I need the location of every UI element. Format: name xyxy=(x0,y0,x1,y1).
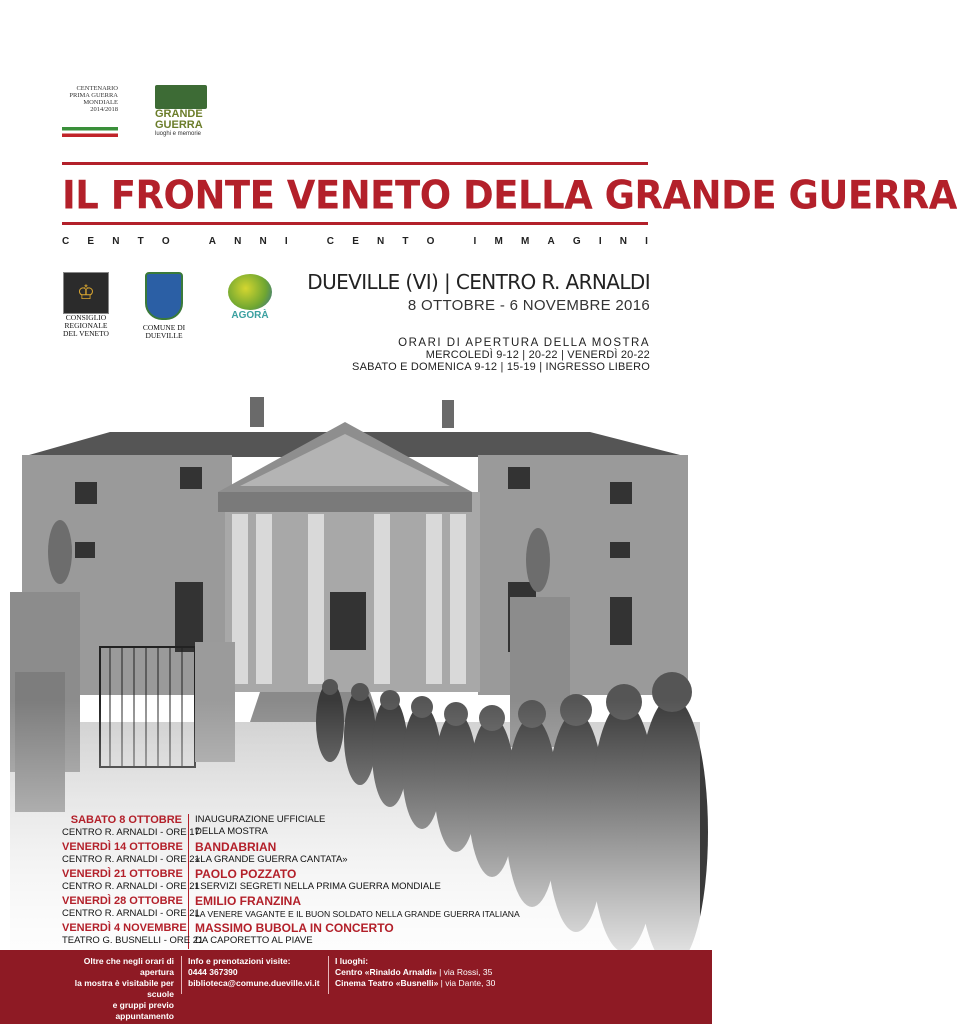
subtitle-letter: C xyxy=(326,236,335,247)
grande-guerra-line2: GUERRA xyxy=(155,119,203,131)
place1-address: via Rossi, 35 xyxy=(443,967,493,977)
event-place: CENTRO R. ARNALDI - ORE 21 xyxy=(62,854,200,865)
agora-logo xyxy=(222,274,278,321)
event-place: CENTRO R. ARNALDI - ORE 21 xyxy=(62,881,200,892)
event-desc: I SERVIZI SEGRETI NELLA PRIMA GUERRA MONDIALE xyxy=(195,881,441,892)
event-date: VENERDÌ 4 NOVEMBRE xyxy=(62,922,187,934)
agora-label: AGORÀ xyxy=(231,310,269,321)
subtitle-letter: O xyxy=(161,236,170,247)
subtitle-letter: N xyxy=(234,236,242,247)
footer-divider xyxy=(181,956,182,994)
grande-guerra-logo xyxy=(155,85,210,140)
event-item xyxy=(62,841,462,868)
subtitle-letter: A xyxy=(208,236,216,247)
subtitle-letter: T xyxy=(402,236,409,247)
event-desc: INAUGURAZIONE UFFICIALE xyxy=(195,814,326,825)
opening-hours xyxy=(352,337,650,373)
subtitle-letter: A xyxy=(547,236,555,247)
event-item xyxy=(62,894,520,922)
places-label: I luoghi: xyxy=(335,956,369,966)
hours-line1: MERCOLEDÌ 9-12 | 20-22 | VENERDÌ 20-22 xyxy=(425,349,650,361)
subtitle-letter: I xyxy=(284,236,288,247)
comune-line: COMUNE DI xyxy=(142,323,186,332)
subtitle-letter xyxy=(453,236,456,247)
consiglio-line: DEL VENETO xyxy=(63,329,109,338)
subtitle-letter: I xyxy=(645,236,648,247)
consiglio-line: REGIONALE xyxy=(64,321,108,330)
centenario-line: CENTENARIO xyxy=(76,85,118,92)
tricolor-stripe xyxy=(62,127,118,137)
subtitle-letter: N xyxy=(619,236,627,247)
footer-places: I luoghi: Centro «Rinaldo Arnaldi» | via Rossi, 35 Cinema Teatro «Busnelli» | via Dante, 30 xyxy=(335,956,525,989)
footer-divider xyxy=(328,956,329,994)
subtitle-letter: I xyxy=(473,236,477,247)
venue-place: DUEVILLE (VI) | CENTRO R. ARNALDI xyxy=(307,270,650,294)
grande-guerra-tag: luoghi e memorie xyxy=(155,131,202,137)
subtitle-letter: E xyxy=(352,236,359,247)
landscape-icon xyxy=(155,85,207,109)
event-date: SABATO 8 OTTOBRE xyxy=(70,814,182,826)
subtitle-letter: N xyxy=(112,236,120,247)
subtitle-letter: E xyxy=(87,236,95,247)
hours-heading: ORARI DI APERTURA DELLA MOSTRA xyxy=(398,337,650,349)
event-title: MASSIMO BUBOLA IN CONCERTO xyxy=(195,921,394,935)
event-title: EMILIO FRANZINA xyxy=(195,894,301,908)
comune-line: DUEVILLE xyxy=(145,331,183,340)
footer-contacts xyxy=(188,956,323,989)
event-title: PAOLO POZZATO xyxy=(195,867,297,881)
phone-number[interactable]: 0444 367390 xyxy=(188,967,238,977)
subtitle-letter: C xyxy=(62,236,70,247)
footer-note xyxy=(62,956,174,1022)
subtitle-letter xyxy=(188,236,191,247)
event-date: VENERDÌ 28 OTTOBRE xyxy=(62,895,183,907)
event-place: CENTRO R. ARNALDI - ORE 21 xyxy=(62,908,200,919)
event-desc: DA CAPORETTO AL PIAVE xyxy=(195,935,313,946)
globe-icon xyxy=(228,274,272,310)
coat-of-arms-icon xyxy=(145,272,183,320)
event-desc: LA VENERE VAGANTE E IL BUON SOLDATO NELLA GRANDE GUERRA ITALIANA xyxy=(195,909,520,919)
title-rule-bottom xyxy=(62,222,648,225)
subtitle-letter: O xyxy=(426,236,435,247)
place2-address: via Dante, 30 xyxy=(445,978,496,988)
event-desc: «LA GRANDE GUERRA CANTATA» xyxy=(195,854,348,865)
footer-note-line: la mostra è visitabile per scuole xyxy=(74,978,174,999)
centenario-line: MONDIALE xyxy=(83,99,118,106)
poster-subtitle xyxy=(62,236,648,247)
event-place: TEATRO G. BUSNELLI - ORE 21 xyxy=(62,935,204,946)
event-place: CENTRO R. ARNALDI - ORE 17 xyxy=(62,827,200,838)
venue-dates: 8 OTTOBRE - 6 NOVEMBRE 2016 xyxy=(407,297,650,314)
info-label: Info e prenotazioni visite: xyxy=(188,956,291,966)
event-item xyxy=(62,868,462,895)
centenario-line: PRIMA GUERRA xyxy=(69,92,118,99)
event-item xyxy=(62,922,462,949)
lion-icon: ♔ xyxy=(63,272,109,314)
event-date: VENERDÌ 14 OTTOBRE xyxy=(62,841,183,853)
poster-title: IL FRONTE VENETO DELLA GRANDE GUERRA xyxy=(62,172,957,219)
email-link[interactable]: biblioteca@comune.dueville.vi.it xyxy=(188,978,320,988)
consiglio-line: CONSIGLIO xyxy=(65,313,107,322)
subtitle-letter xyxy=(306,236,309,247)
grande-guerra-line1: GRANDE xyxy=(155,108,203,120)
subtitle-letter: T xyxy=(137,236,144,247)
title-rule-top xyxy=(62,162,648,165)
event-desc-2: DELLA MOSTRA xyxy=(195,826,268,837)
event-title: BANDABRIAN xyxy=(195,840,277,854)
subtitle-letter: M xyxy=(494,236,503,247)
event-list xyxy=(62,814,520,949)
subtitle-letter: I xyxy=(598,236,602,247)
place2-name: Cinema Teatro «Busnelli» xyxy=(335,978,439,988)
footer-note-line: e gruppi previo appuntamento xyxy=(112,1000,174,1021)
subtitle-letter: M xyxy=(520,236,530,247)
event-item xyxy=(62,814,462,841)
footer-band xyxy=(0,950,712,1024)
comune-dueville-logo xyxy=(134,272,194,340)
event-date: VENERDÌ 21 OTTOBRE xyxy=(62,868,183,880)
subtitle-letter: G xyxy=(572,236,581,247)
place1-name: Centro «Rinaldo Arnaldi» xyxy=(335,967,437,977)
footer-note-line: Oltre che negli orari di apertura xyxy=(83,956,174,977)
consiglio-regionale-logo xyxy=(62,272,110,338)
hours-line2: SABATO E DOMENICA 9-12 | 15-19 | INGRESSO LIBERO xyxy=(352,361,650,373)
centenario-line: 2014/2018 xyxy=(90,106,118,113)
centenario-logo xyxy=(62,85,118,137)
subtitle-letter: N xyxy=(377,236,385,247)
venue-block xyxy=(307,270,650,314)
subtitle-letter: N xyxy=(259,236,267,247)
